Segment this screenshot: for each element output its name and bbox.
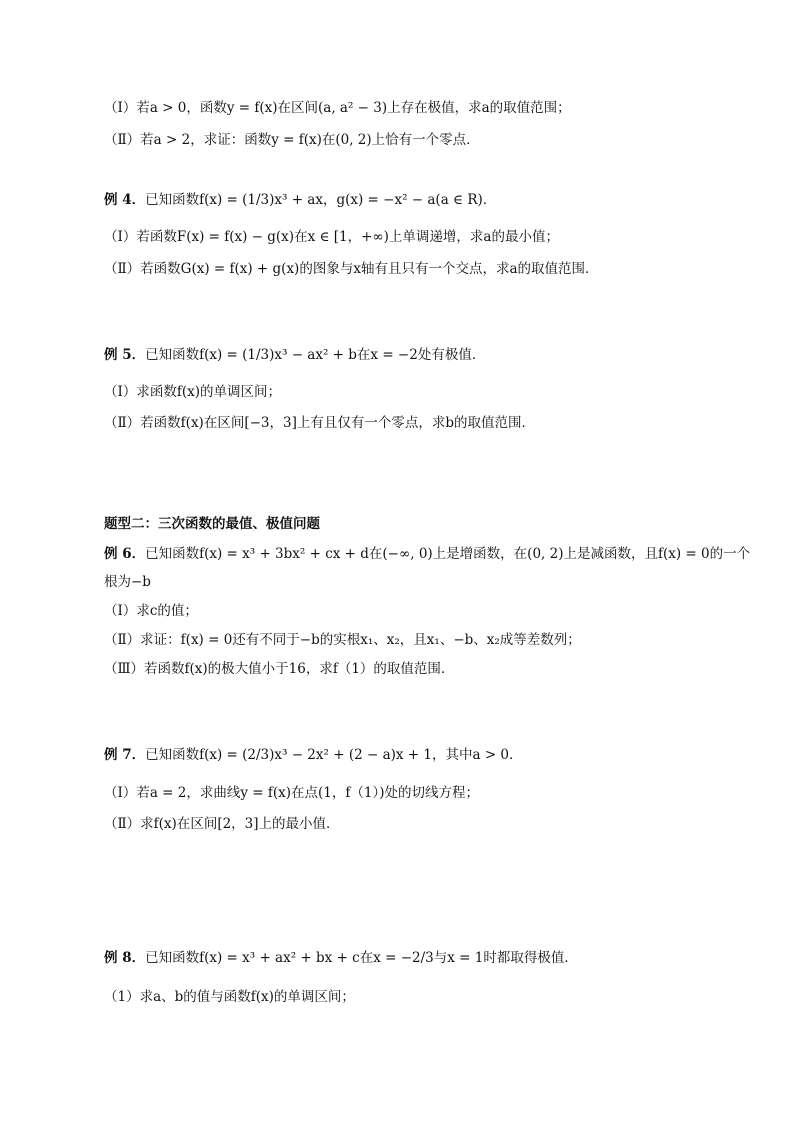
example-6-part-3: （Ⅲ）若函数f(x)的极大值小于16，求f（1）的取值范围． — [104, 661, 455, 677]
example-4-label: 例 4． — [104, 192, 146, 208]
example-8-statement: 例 8．已知函数f(x) = x³ + ax² + bx + c在x = −2/3与x = 1时都取得极值． — [104, 950, 578, 966]
example-6-statement: 例 6．已知函数f(x) = x³ + 3bx² + cx + d在(−∞, 0)上是增函数，在(0, 2)上是减函数，且f(x) = 0的一个 — [104, 546, 751, 562]
question-part-2: （Ⅱ）若a > 2，求证：函数y = f(x)在(0, 2)上恰有一个零点． — [104, 132, 480, 148]
example-8-label: 例 8． — [104, 950, 146, 966]
example-6-part-2: （Ⅱ）求证：f(x) = 0还有不同于−b的实根x₁、x₂，且x₁、−b、x₂成等差数列； — [104, 632, 581, 648]
example-4-statement: 例 4．已知函数f(x) = (1/3)x³ + ax，g(x) = −x² − a(a ∈ R)． — [104, 192, 497, 208]
example-7-statement: 例 7．已知函数f(x) = (2/3)x³ − 2x² + (2 − a)x + 1，其中a > 0． — [104, 747, 523, 763]
example-7-part-1: （Ⅰ）若a = 2，求曲线y = f(x)在点(1，f（1）)处的切线方程； — [104, 785, 479, 801]
section-heading: 题型二：三次函数的最值、极值问题 — [104, 516, 320, 532]
question-part-1: （Ⅰ）若a > 0，函数y = f(x)在区间(a, a² − 3)上存在极值，求a的取值范围； — [104, 100, 571, 116]
example-6-label: 例 6． — [104, 546, 146, 562]
example-7-part-2: （Ⅱ）求f(x)在区间[2，3]上的最小值． — [104, 816, 340, 832]
example-6-part-1: （Ⅰ）求c的值； — [104, 603, 198, 619]
example-6-continuation: 根为−b — [104, 574, 151, 590]
example-5-statement: 例 5．已知函数f(x) = (1/3)x³ − ax² + b在x = −2处有极值． — [104, 347, 486, 363]
example-5-part-1: （Ⅰ）求函数f(x)的单调区间； — [104, 384, 281, 400]
example-4-part-2: （Ⅱ）若函数G(x) = f(x) + g(x)的图象与x轴有且只有一个交点，求a的取值范围． — [104, 261, 599, 277]
example-5-label: 例 5． — [104, 347, 146, 363]
example-5-part-2: （Ⅱ）若函数f(x)在区间[−3，3]上有且仅有一个零点，求b的取值范围． — [104, 415, 535, 431]
example-8-part-1: （1）求a、b的值与函数f(x)的单调区间； — [104, 989, 355, 1005]
example-7-label: 例 7． — [104, 747, 146, 763]
example-4-part-1: （Ⅰ）若函数F(x) = f(x) − g(x)在x ∈ [1，+∞)上单调递增，求a的最小值； — [104, 229, 559, 245]
